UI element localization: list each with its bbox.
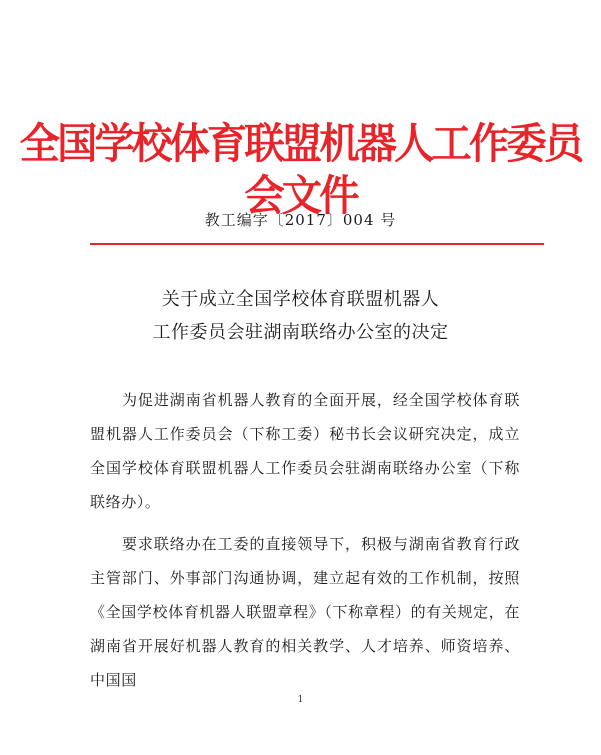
page-number: 1 — [297, 695, 304, 705]
document-number: 教工编字〔2017〕004 号 — [204, 211, 397, 229]
body-paragraph-1: 为促进湖南省机器人教育的全面开展，经全国学校体育联盟机器人工作委员会（下称工委）秘书长会议研究决定，成立全国学校体育联盟机器人工作委员会驻湖南联络办公室（下称联络办）。 — [90, 391, 520, 511]
body-paragraph-2: 要求联络办在工委的直接领导下，积极与湖南省教育行政主管部门、外事部门沟通协调，建立起有效的工作机制，按照《全国学校体育机器人联盟章程》（下称章程）的有关规定，在湖南省开展好机器人教育的相关教学、人才培养、师资培养、中国国 — [90, 535, 520, 689]
document-subject — [0, 283, 601, 349]
red-divider-line — [90, 243, 544, 245]
subject-line-1: 关于成立全国学校体育联盟机器人 — [161, 289, 440, 310]
document-header-title: 全国学校体育联盟机器人工作委员会文件 — [19, 119, 582, 220]
subject-line-2: 工作委员会驻湖南联络办公室的决定 — [152, 322, 449, 343]
